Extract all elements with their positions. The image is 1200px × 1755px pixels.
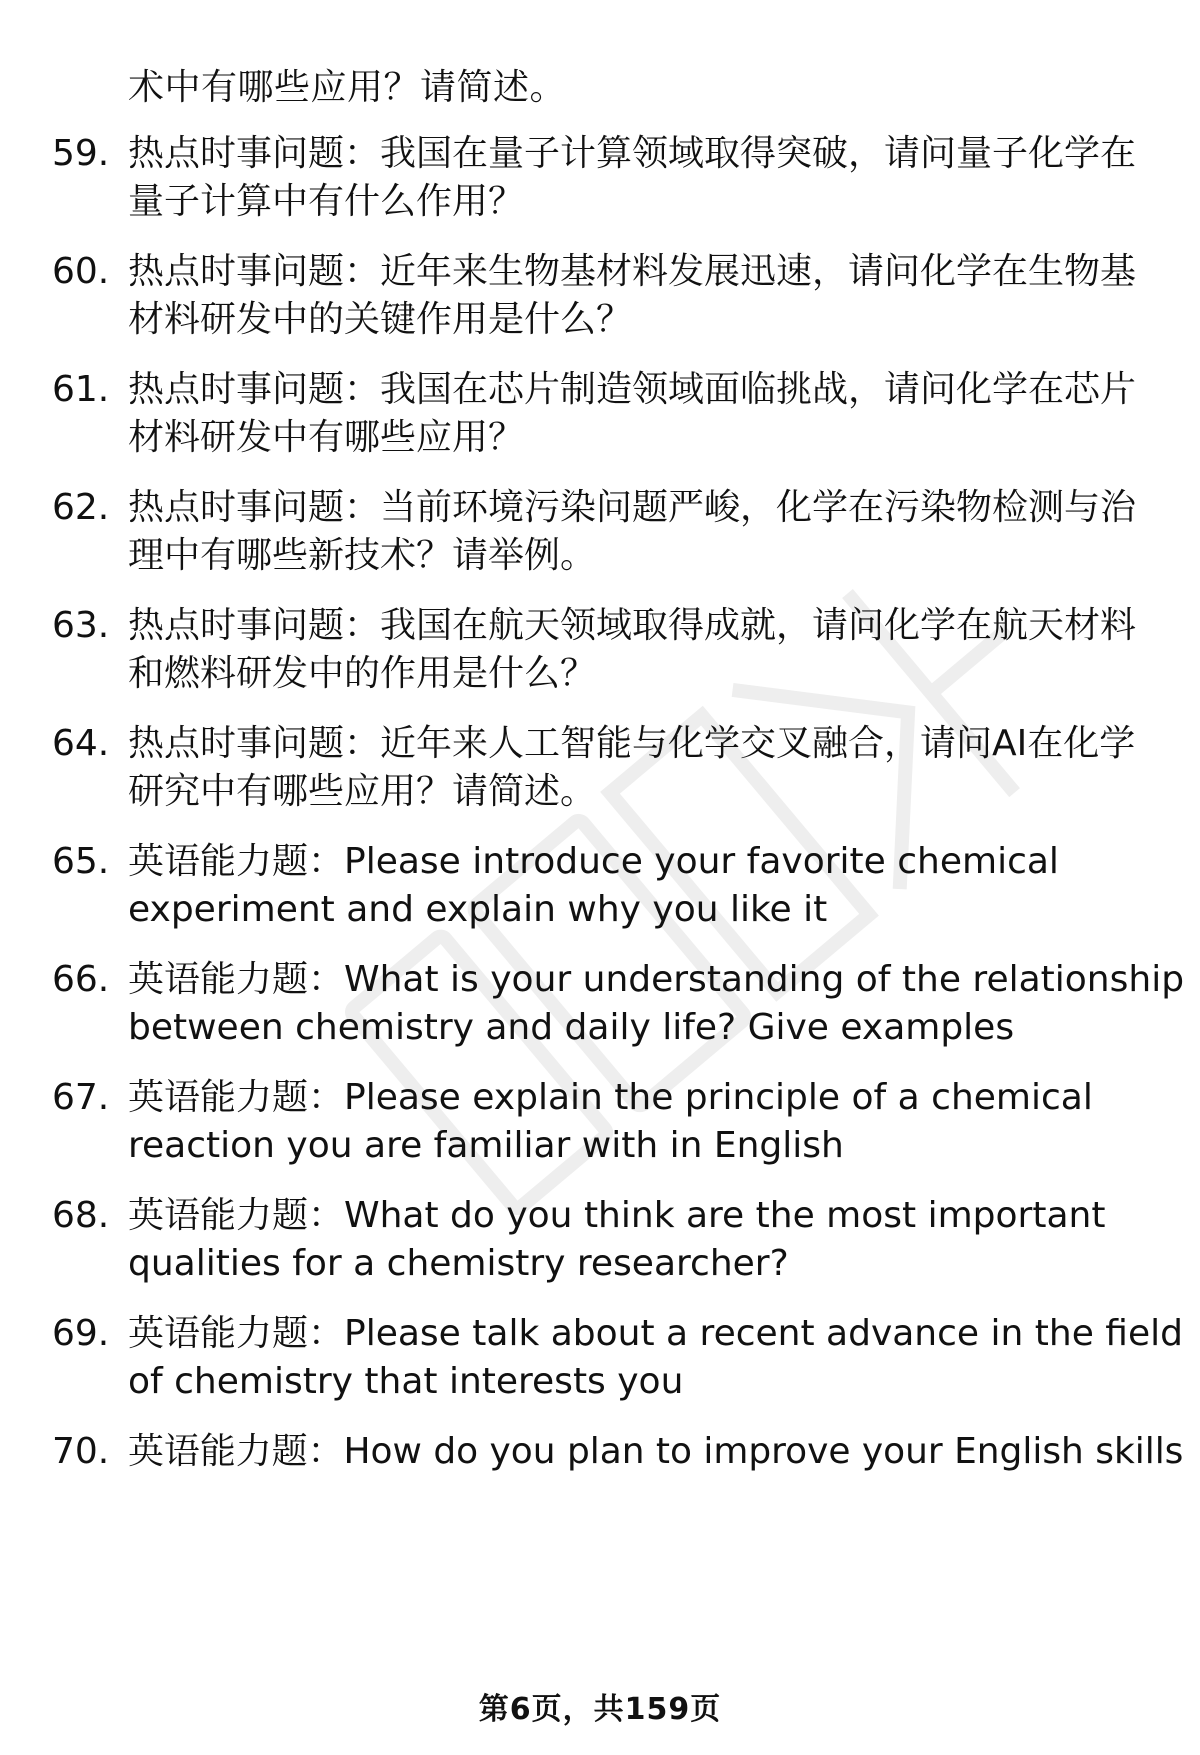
question-text-line2: 材料研发中的关键作用是什么？ (128, 299, 633, 340)
question-text-line1: 热点时事问题：我国在量子计算领域取得突破，请问量子化学在 (128, 133, 1137, 174)
question-text-line1: 英语能力题：Please talk about a recent advance in the field (128, 1313, 1183, 1354)
question-text-line2: experiment and explain why you like it (128, 889, 828, 930)
question-text-line1: 热点时事问题：我国在航天领域取得成就，请问化学在航天材料 (128, 605, 1137, 646)
question-text-line1: 热点时事问题：我国在芯片制造领域面临挑战，请问化学在芯片 (128, 369, 1137, 410)
question-number: 66. (52, 959, 110, 1000)
question-number: 70. (52, 1431, 110, 1472)
question-number: 64. (52, 723, 110, 764)
question-60 (0, 248, 1200, 358)
question-65 (0, 838, 1200, 948)
question-59 (0, 130, 1200, 240)
question-number: 68. (52, 1195, 110, 1236)
question-number: 69. (52, 1313, 110, 1354)
question-text-line2: qualities for a chemistry researcher? (128, 1243, 789, 1284)
page-footer: 第6页，共159页 (478, 1692, 722, 1727)
question-text-line2: between chemistry and daily life? Give examples (128, 1007, 1015, 1048)
question-68 (0, 1192, 1200, 1302)
question-text-line1: 英语能力题：What is your understanding of the relationship (128, 959, 1185, 1000)
question-text-line2: 和燃料研发中的作用是什么？ (128, 653, 597, 694)
question-text-line1: 热点时事问题：近年来人工智能与化学交叉融合，请问AI在化学 (128, 723, 1136, 764)
question-text-line2: 理中有哪些新技术？请举例。 (128, 535, 597, 576)
question-63 (0, 602, 1200, 712)
question-text-line1: 热点时事问题：近年来生物基材料发展迅速，请问化学在生物基 (128, 251, 1137, 292)
question-number: 59. (52, 133, 110, 174)
question-text-line1: 英语能力题：Please introduce your favorite chemical (128, 841, 1059, 882)
question-text-line1: 英语能力题：How do you plan to improve your English skills (128, 1431, 1184, 1472)
continuation-line: 术中有哪些应用？请简述。 (128, 67, 567, 108)
question-number: 65. (52, 841, 110, 882)
question-67 (0, 1074, 1200, 1184)
question-text-line2: 材料研发中有哪些应用？ (128, 417, 525, 458)
question-text-line1: 热点时事问题：当前环境污染问题严峻，化学在污染物检测与治 (128, 487, 1137, 528)
question-66 (0, 956, 1200, 1066)
question-61 (0, 366, 1200, 476)
question-text-line2: reaction you are familiar with in English (128, 1125, 844, 1166)
question-text-line2: of chemistry that interests you (128, 1361, 684, 1402)
question-number: 67. (52, 1077, 110, 1118)
question-text-line2: 量子计算中有什么作用？ (128, 181, 525, 222)
question-text-line1: 英语能力题：Please explain the principle of a chemical (128, 1077, 1093, 1118)
question-number: 63. (52, 605, 110, 646)
question-text-line1: 英语能力题：What do you think are the most important (128, 1195, 1106, 1236)
question-64 (0, 720, 1200, 830)
question-number: 62. (52, 487, 110, 528)
question-70 (0, 1428, 1200, 1538)
question-number: 60. (52, 251, 110, 292)
question-69 (0, 1310, 1200, 1420)
question-number: 61. (52, 369, 110, 410)
question-text-line2: 研究中有哪些应用？请简述。 (128, 771, 597, 812)
question-62 (0, 484, 1200, 594)
